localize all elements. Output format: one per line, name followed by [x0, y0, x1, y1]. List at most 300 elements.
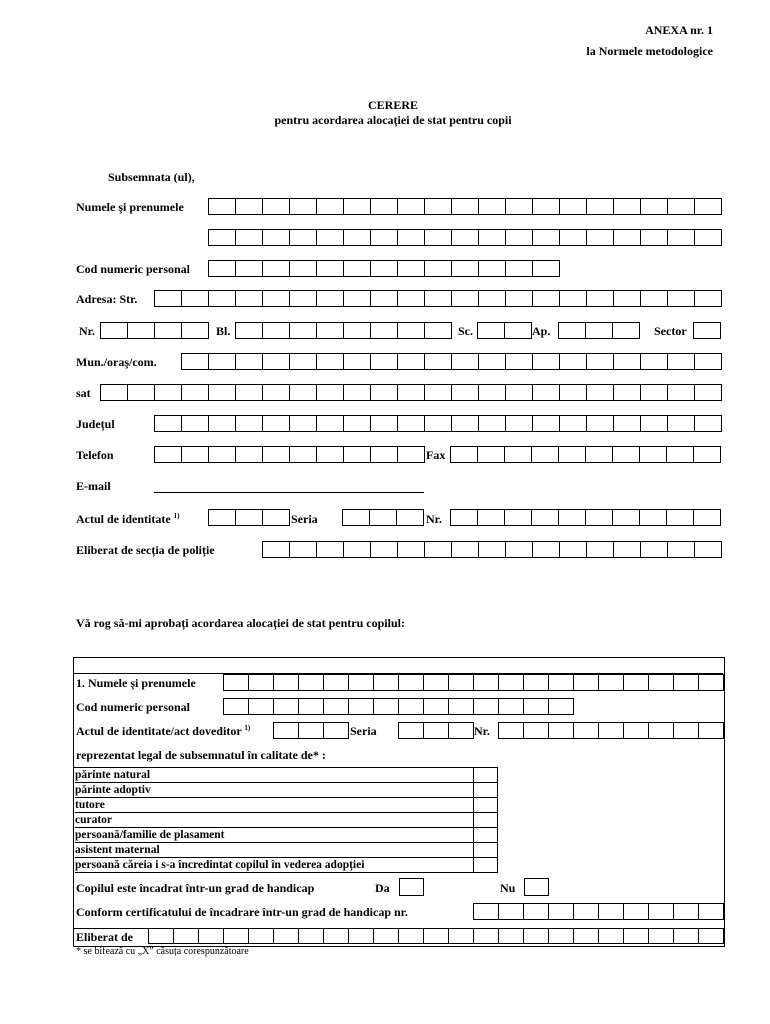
- character-cell[interactable]: [587, 198, 614, 215]
- character-cell[interactable]: [533, 198, 560, 215]
- character-cell[interactable]: [640, 446, 667, 463]
- character-cell[interactable]: [452, 541, 479, 558]
- fax-field[interactable]: [450, 446, 721, 463]
- option-natural-parent-checkbox[interactable]: [473, 768, 498, 783]
- character-cell[interactable]: [370, 509, 397, 526]
- character-cell[interactable]: [574, 674, 599, 691]
- character-cell[interactable]: [549, 698, 574, 715]
- id-nr-field[interactable]: [450, 509, 721, 526]
- character-cell[interactable]: [425, 384, 452, 401]
- character-cell[interactable]: [587, 541, 614, 558]
- child-nr-field[interactable]: [498, 722, 724, 739]
- character-cell[interactable]: [349, 928, 374, 944]
- character-cell[interactable]: [506, 541, 533, 558]
- character-cell[interactable]: [506, 198, 533, 215]
- character-cell[interactable]: [560, 290, 587, 307]
- character-cell[interactable]: [641, 290, 668, 307]
- character-cell[interactable]: [290, 229, 317, 246]
- character-cell[interactable]: [674, 903, 699, 920]
- character-cell[interactable]: [398, 260, 425, 277]
- character-cell[interactable]: [599, 928, 624, 944]
- character-cell[interactable]: [155, 415, 182, 432]
- character-cell[interactable]: [263, 260, 290, 277]
- character-cell[interactable]: [474, 674, 499, 691]
- address-bl-field[interactable]: [235, 322, 452, 339]
- character-cell[interactable]: [317, 290, 344, 307]
- character-cell[interactable]: [424, 698, 449, 715]
- character-cell[interactable]: [533, 260, 560, 277]
- character-cell[interactable]: [324, 674, 349, 691]
- applicant-name-field-2[interactable]: [208, 229, 722, 246]
- character-cell[interactable]: [374, 698, 399, 715]
- character-cell[interactable]: [174, 928, 199, 944]
- character-cell[interactable]: [695, 541, 722, 558]
- character-cell[interactable]: [236, 384, 263, 401]
- character-cell[interactable]: [371, 198, 398, 215]
- character-cell[interactable]: [398, 541, 425, 558]
- character-cell[interactable]: [399, 722, 424, 739]
- county-field[interactable]: [154, 415, 722, 432]
- character-cell[interactable]: [559, 322, 586, 339]
- character-cell[interactable]: [263, 384, 290, 401]
- character-cell[interactable]: [524, 903, 549, 920]
- character-cell[interactable]: [499, 928, 524, 944]
- character-cell[interactable]: [549, 674, 574, 691]
- email-field[interactable]: [154, 492, 424, 493]
- character-cell[interactable]: [371, 353, 398, 370]
- character-cell[interactable]: [290, 290, 317, 307]
- handicap-yes-checkbox[interactable]: [399, 878, 424, 896]
- applicant-cnp-field[interactable]: [208, 260, 560, 277]
- character-cell[interactable]: [209, 260, 236, 277]
- character-cell[interactable]: [398, 446, 425, 463]
- character-cell[interactable]: [182, 353, 209, 370]
- character-cell[interactable]: [699, 722, 724, 739]
- character-cell[interactable]: [641, 541, 668, 558]
- character-cell[interactable]: [586, 322, 613, 339]
- character-cell[interactable]: [587, 353, 614, 370]
- character-cell[interactable]: [209, 229, 236, 246]
- character-cell[interactable]: [290, 353, 317, 370]
- character-cell[interactable]: [274, 722, 299, 739]
- character-cell[interactable]: [397, 509, 424, 526]
- character-cell[interactable]: [349, 674, 374, 691]
- character-cell[interactable]: [533, 415, 560, 432]
- character-cell[interactable]: [299, 928, 324, 944]
- character-cell[interactable]: [474, 903, 499, 920]
- character-cell[interactable]: [317, 322, 344, 339]
- character-cell[interactable]: [263, 509, 290, 526]
- character-cell[interactable]: [474, 698, 499, 715]
- character-cell[interactable]: [599, 674, 624, 691]
- character-cell[interactable]: [574, 928, 599, 944]
- character-cell[interactable]: [199, 928, 224, 944]
- character-cell[interactable]: [290, 322, 317, 339]
- character-cell[interactable]: [614, 290, 641, 307]
- character-cell[interactable]: [587, 415, 614, 432]
- character-cell[interactable]: [479, 353, 506, 370]
- character-cell[interactable]: [182, 446, 209, 463]
- character-cell[interactable]: [371, 290, 398, 307]
- character-cell[interactable]: [371, 541, 398, 558]
- character-cell[interactable]: [449, 928, 474, 944]
- character-cell[interactable]: [506, 290, 533, 307]
- character-cell[interactable]: [533, 229, 560, 246]
- character-cell[interactable]: [263, 353, 290, 370]
- character-cell[interactable]: [533, 541, 560, 558]
- character-cell[interactable]: [668, 229, 695, 246]
- character-cell[interactable]: [694, 322, 721, 339]
- character-cell[interactable]: [668, 415, 695, 432]
- character-cell[interactable]: [524, 722, 549, 739]
- character-cell[interactable]: [479, 384, 506, 401]
- character-cell[interactable]: [695, 229, 722, 246]
- character-cell[interactable]: [452, 229, 479, 246]
- character-cell[interactable]: [155, 384, 182, 401]
- character-cell[interactable]: [398, 290, 425, 307]
- character-cell[interactable]: [344, 229, 371, 246]
- character-cell[interactable]: [425, 322, 452, 339]
- character-cell[interactable]: [290, 198, 317, 215]
- village-field[interactable]: [100, 384, 722, 401]
- character-cell[interactable]: [155, 290, 182, 307]
- character-cell[interactable]: [317, 541, 344, 558]
- character-cell[interactable]: [374, 674, 399, 691]
- character-cell[interactable]: [425, 415, 452, 432]
- address-sc-field[interactable]: [477, 322, 532, 339]
- character-cell[interactable]: [474, 928, 499, 944]
- character-cell[interactable]: [614, 229, 641, 246]
- character-cell[interactable]: [641, 353, 668, 370]
- character-cell[interactable]: [182, 290, 209, 307]
- character-cell[interactable]: [694, 446, 721, 463]
- character-cell[interactable]: [209, 384, 236, 401]
- character-cell[interactable]: [624, 928, 649, 944]
- option-foster-family-checkbox[interactable]: [473, 828, 498, 843]
- character-cell[interactable]: [371, 415, 398, 432]
- character-cell[interactable]: [236, 509, 263, 526]
- option-adoptive-parent-checkbox[interactable]: [473, 783, 498, 798]
- character-cell[interactable]: [299, 674, 324, 691]
- character-cell[interactable]: [506, 353, 533, 370]
- character-cell[interactable]: [506, 415, 533, 432]
- character-cell[interactable]: [344, 415, 371, 432]
- character-cell[interactable]: [236, 260, 263, 277]
- character-cell[interactable]: [506, 260, 533, 277]
- character-cell[interactable]: [371, 384, 398, 401]
- child-series-field[interactable]: [398, 722, 474, 739]
- character-cell[interactable]: [587, 384, 614, 401]
- character-cell[interactable]: [479, 290, 506, 307]
- character-cell[interactable]: [668, 290, 695, 307]
- option-curator-checkbox[interactable]: [473, 813, 498, 828]
- character-cell[interactable]: [263, 322, 290, 339]
- character-cell[interactable]: [560, 384, 587, 401]
- character-cell[interactable]: [478, 509, 505, 526]
- character-cell[interactable]: [613, 446, 640, 463]
- character-cell[interactable]: [699, 903, 724, 920]
- character-cell[interactable]: [236, 229, 263, 246]
- character-cell[interactable]: [449, 722, 474, 739]
- character-cell[interactable]: [128, 322, 155, 339]
- character-cell[interactable]: [274, 928, 299, 944]
- character-cell[interactable]: [499, 722, 524, 739]
- child-id-type-field[interactable]: [273, 722, 349, 739]
- character-cell[interactable]: [699, 928, 724, 944]
- character-cell[interactable]: [505, 446, 532, 463]
- character-cell[interactable]: [374, 928, 399, 944]
- character-cell[interactable]: [695, 353, 722, 370]
- child-name-field[interactable]: [223, 674, 724, 691]
- character-cell[interactable]: [533, 384, 560, 401]
- character-cell[interactable]: [182, 384, 209, 401]
- character-cell[interactable]: [398, 198, 425, 215]
- character-cell[interactable]: [587, 229, 614, 246]
- character-cell[interactable]: [641, 229, 668, 246]
- character-cell[interactable]: [344, 541, 371, 558]
- character-cell[interactable]: [533, 290, 560, 307]
- character-cell[interactable]: [249, 674, 274, 691]
- character-cell[interactable]: [236, 446, 263, 463]
- character-cell[interactable]: [694, 509, 721, 526]
- character-cell[interactable]: [532, 446, 559, 463]
- character-cell[interactable]: [614, 541, 641, 558]
- character-cell[interactable]: [324, 698, 349, 715]
- character-cell[interactable]: [560, 541, 587, 558]
- character-cell[interactable]: [613, 509, 640, 526]
- character-cell[interactable]: [668, 198, 695, 215]
- character-cell[interactable]: [344, 446, 371, 463]
- character-cell[interactable]: [209, 290, 236, 307]
- character-cell[interactable]: [344, 198, 371, 215]
- character-cell[interactable]: [182, 415, 209, 432]
- character-cell[interactable]: [263, 290, 290, 307]
- character-cell[interactable]: [236, 353, 263, 370]
- character-cell[interactable]: [344, 260, 371, 277]
- character-cell[interactable]: [371, 322, 398, 339]
- character-cell[interactable]: [649, 722, 674, 739]
- character-cell[interactable]: [249, 698, 274, 715]
- character-cell[interactable]: [344, 290, 371, 307]
- character-cell[interactable]: [263, 198, 290, 215]
- character-cell[interactable]: [425, 198, 452, 215]
- character-cell[interactable]: [209, 353, 236, 370]
- character-cell[interactable]: [101, 384, 128, 401]
- option-adoption-custodian-checkbox[interactable]: [473, 858, 498, 873]
- character-cell[interactable]: [452, 198, 479, 215]
- character-cell[interactable]: [101, 322, 128, 339]
- character-cell[interactable]: [317, 229, 344, 246]
- character-cell[interactable]: [317, 446, 344, 463]
- character-cell[interactable]: [425, 541, 452, 558]
- character-cell[interactable]: [451, 509, 478, 526]
- character-cell[interactable]: [560, 353, 587, 370]
- character-cell[interactable]: [324, 928, 349, 944]
- character-cell[interactable]: [641, 384, 668, 401]
- character-cell[interactable]: [479, 260, 506, 277]
- character-cell[interactable]: [599, 903, 624, 920]
- child-cnp-field[interactable]: [223, 698, 574, 715]
- character-cell[interactable]: [649, 928, 674, 944]
- character-cell[interactable]: [371, 260, 398, 277]
- character-cell[interactable]: [574, 722, 599, 739]
- character-cell[interactable]: [236, 415, 263, 432]
- character-cell[interactable]: [587, 290, 614, 307]
- character-cell[interactable]: [668, 384, 695, 401]
- character-cell[interactable]: [506, 229, 533, 246]
- character-cell[interactable]: [317, 198, 344, 215]
- character-cell[interactable]: [533, 353, 560, 370]
- character-cell[interactable]: [452, 415, 479, 432]
- character-cell[interactable]: [668, 353, 695, 370]
- character-cell[interactable]: [614, 384, 641, 401]
- character-cell[interactable]: [695, 384, 722, 401]
- character-cell[interactable]: [149, 928, 174, 944]
- character-cell[interactable]: [209, 446, 236, 463]
- character-cell[interactable]: [574, 903, 599, 920]
- character-cell[interactable]: [560, 198, 587, 215]
- address-nr-field[interactable]: [100, 322, 209, 339]
- character-cell[interactable]: [668, 541, 695, 558]
- character-cell[interactable]: [479, 541, 506, 558]
- character-cell[interactable]: [155, 322, 182, 339]
- character-cell[interactable]: [263, 446, 290, 463]
- character-cell[interactable]: [236, 198, 263, 215]
- character-cell[interactable]: [274, 674, 299, 691]
- character-cell[interactable]: [524, 928, 549, 944]
- id-card-type-field[interactable]: [208, 509, 290, 526]
- city-field[interactable]: [181, 353, 722, 370]
- character-cell[interactable]: [344, 353, 371, 370]
- character-cell[interactable]: [290, 541, 317, 558]
- character-cell[interactable]: [236, 290, 263, 307]
- character-cell[interactable]: [425, 260, 452, 277]
- character-cell[interactable]: [479, 415, 506, 432]
- character-cell[interactable]: [451, 446, 478, 463]
- character-cell[interactable]: [263, 541, 290, 558]
- character-cell[interactable]: [452, 260, 479, 277]
- character-cell[interactable]: [624, 674, 649, 691]
- character-cell[interactable]: [155, 446, 182, 463]
- character-cell[interactable]: [290, 260, 317, 277]
- character-cell[interactable]: [424, 722, 449, 739]
- character-cell[interactable]: [674, 674, 699, 691]
- character-cell[interactable]: [224, 698, 249, 715]
- character-cell[interactable]: [424, 674, 449, 691]
- character-cell[interactable]: [290, 415, 317, 432]
- character-cell[interactable]: [524, 674, 549, 691]
- character-cell[interactable]: [695, 290, 722, 307]
- character-cell[interactable]: [399, 928, 424, 944]
- character-cell[interactable]: [398, 384, 425, 401]
- character-cell[interactable]: [479, 229, 506, 246]
- character-cell[interactable]: [398, 415, 425, 432]
- character-cell[interactable]: [532, 509, 559, 526]
- character-cell[interactable]: [549, 722, 574, 739]
- character-cell[interactable]: [299, 722, 324, 739]
- character-cell[interactable]: [182, 322, 209, 339]
- character-cell[interactable]: [449, 698, 474, 715]
- character-cell[interactable]: [674, 928, 699, 944]
- id-series-field[interactable]: [342, 509, 424, 526]
- character-cell[interactable]: [425, 229, 452, 246]
- certificate-nr-field[interactable]: [473, 903, 724, 920]
- character-cell[interactable]: [505, 322, 532, 339]
- character-cell[interactable]: [649, 674, 674, 691]
- character-cell[interactable]: [478, 446, 505, 463]
- applicant-name-field-1[interactable]: [208, 198, 722, 215]
- option-guardian-checkbox[interactable]: [473, 798, 498, 813]
- character-cell[interactable]: [560, 415, 587, 432]
- character-cell[interactable]: [674, 722, 699, 739]
- character-cell[interactable]: [624, 903, 649, 920]
- character-cell[interactable]: [349, 698, 374, 715]
- character-cell[interactable]: [398, 229, 425, 246]
- character-cell[interactable]: [586, 446, 613, 463]
- character-cell[interactable]: [586, 509, 613, 526]
- character-cell[interactable]: [614, 198, 641, 215]
- character-cell[interactable]: [452, 384, 479, 401]
- character-cell[interactable]: [425, 353, 452, 370]
- option-maternal-assistant-checkbox[interactable]: [473, 843, 498, 858]
- character-cell[interactable]: [371, 229, 398, 246]
- character-cell[interactable]: [209, 198, 236, 215]
- handicap-no-checkbox[interactable]: [524, 878, 549, 896]
- character-cell[interactable]: [499, 698, 524, 715]
- character-cell[interactable]: [449, 674, 474, 691]
- character-cell[interactable]: [299, 698, 324, 715]
- character-cell[interactable]: [640, 509, 667, 526]
- character-cell[interactable]: [613, 322, 640, 339]
- character-cell[interactable]: [236, 322, 263, 339]
- character-cell[interactable]: [209, 415, 236, 432]
- character-cell[interactable]: [614, 353, 641, 370]
- character-cell[interactable]: [506, 384, 533, 401]
- character-cell[interactable]: [399, 698, 424, 715]
- character-cell[interactable]: [398, 322, 425, 339]
- character-cell[interactable]: [505, 509, 532, 526]
- character-cell[interactable]: [224, 928, 249, 944]
- character-cell[interactable]: [249, 928, 274, 944]
- character-cell[interactable]: [479, 198, 506, 215]
- character-cell[interactable]: [274, 698, 299, 715]
- character-cell[interactable]: [452, 353, 479, 370]
- phone-field[interactable]: [154, 446, 425, 463]
- character-cell[interactable]: [399, 674, 424, 691]
- character-cell[interactable]: [524, 698, 549, 715]
- character-cell[interactable]: [317, 384, 344, 401]
- character-cell[interactable]: [599, 722, 624, 739]
- address-sector-field[interactable]: [693, 322, 721, 339]
- character-cell[interactable]: [209, 509, 236, 526]
- character-cell[interactable]: [614, 415, 641, 432]
- character-cell[interactable]: [452, 290, 479, 307]
- character-cell[interactable]: [560, 229, 587, 246]
- character-cell[interactable]: [699, 674, 724, 691]
- character-cell[interactable]: [549, 903, 574, 920]
- character-cell[interactable]: [549, 928, 574, 944]
- character-cell[interactable]: [667, 509, 694, 526]
- character-cell[interactable]: [641, 198, 668, 215]
- character-cell[interactable]: [667, 446, 694, 463]
- character-cell[interactable]: [224, 674, 249, 691]
- character-cell[interactable]: [499, 674, 524, 691]
- character-cell[interactable]: [425, 290, 452, 307]
- character-cell[interactable]: [559, 446, 586, 463]
- address-ap-field[interactable]: [558, 322, 640, 339]
- police-issued-field[interactable]: [262, 541, 722, 558]
- character-cell[interactable]: [641, 415, 668, 432]
